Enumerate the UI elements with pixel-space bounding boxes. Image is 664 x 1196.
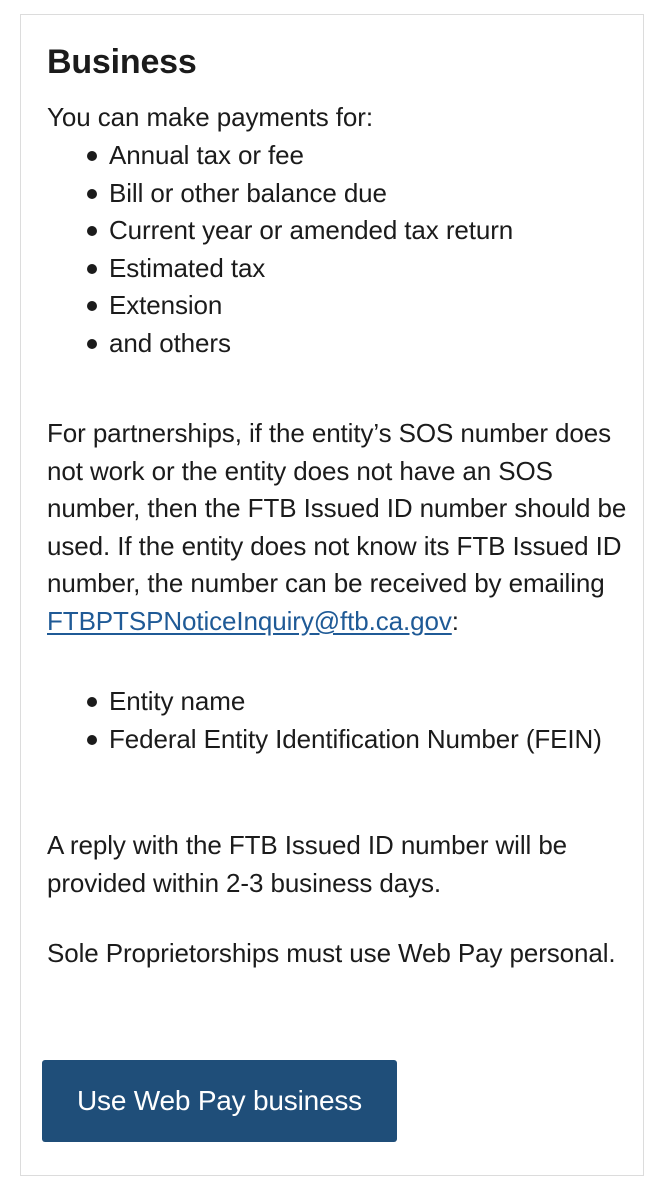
bullet-icon [87,339,97,349]
bullet-icon [87,151,97,161]
bullet-icon [87,264,97,274]
section-title: Business [47,43,197,81]
payment-types-list [47,137,627,362]
list-item-label: Federal Entity Identification Number (FEIN) [109,723,602,754]
list-item-label: Annual tax or fee [109,140,304,170]
list-item [47,683,627,721]
list-item [47,325,627,363]
list-item-label: Estimated tax [109,252,266,283]
partnership-paragraph [47,415,637,640]
list-item-label: Current year or amended tax return [109,215,514,245]
required-info-list [47,683,627,758]
partnership-text: For partnerships, if the entity’s SOS number does not work or the entity does not have an SOS number, then the FTB Issued ID number should be used. If the entity does not know its FTB Issued ID number, the number can be received by emailing [47,418,627,598]
business-card [20,14,644,1176]
intro-text: You can make payments for: [47,102,373,132]
list-item-label: Entity name [109,686,246,716]
bullet-icon [87,735,97,745]
email-suffix: : [451,605,459,636]
use-web-pay-business-button[interactable]: Use Web Pay business [42,1060,397,1142]
list-item-label: and others [109,327,231,358]
list-item [47,721,627,759]
list-item [47,175,627,213]
bullet-icon [87,301,97,311]
list-item [47,250,627,288]
list-item [47,212,627,250]
email-link[interactable]: FTBPTSPNoticeInquiry@ftb.ca.gov [47,605,452,636]
list-item-label: Bill or other balance due [109,177,387,208]
sole-proprietor-paragraph: Sole Proprietorships must use Web Pay personal. [47,938,616,968]
bullet-icon [87,697,97,707]
list-item-label: Extension [109,290,223,320]
bullet-icon [87,189,97,199]
reply-paragraph: A reply with the FTB Issued ID number will be provided within 2-3 business days. [47,830,568,898]
bullet-icon [87,226,97,236]
list-item [47,137,627,175]
list-item [47,287,627,325]
